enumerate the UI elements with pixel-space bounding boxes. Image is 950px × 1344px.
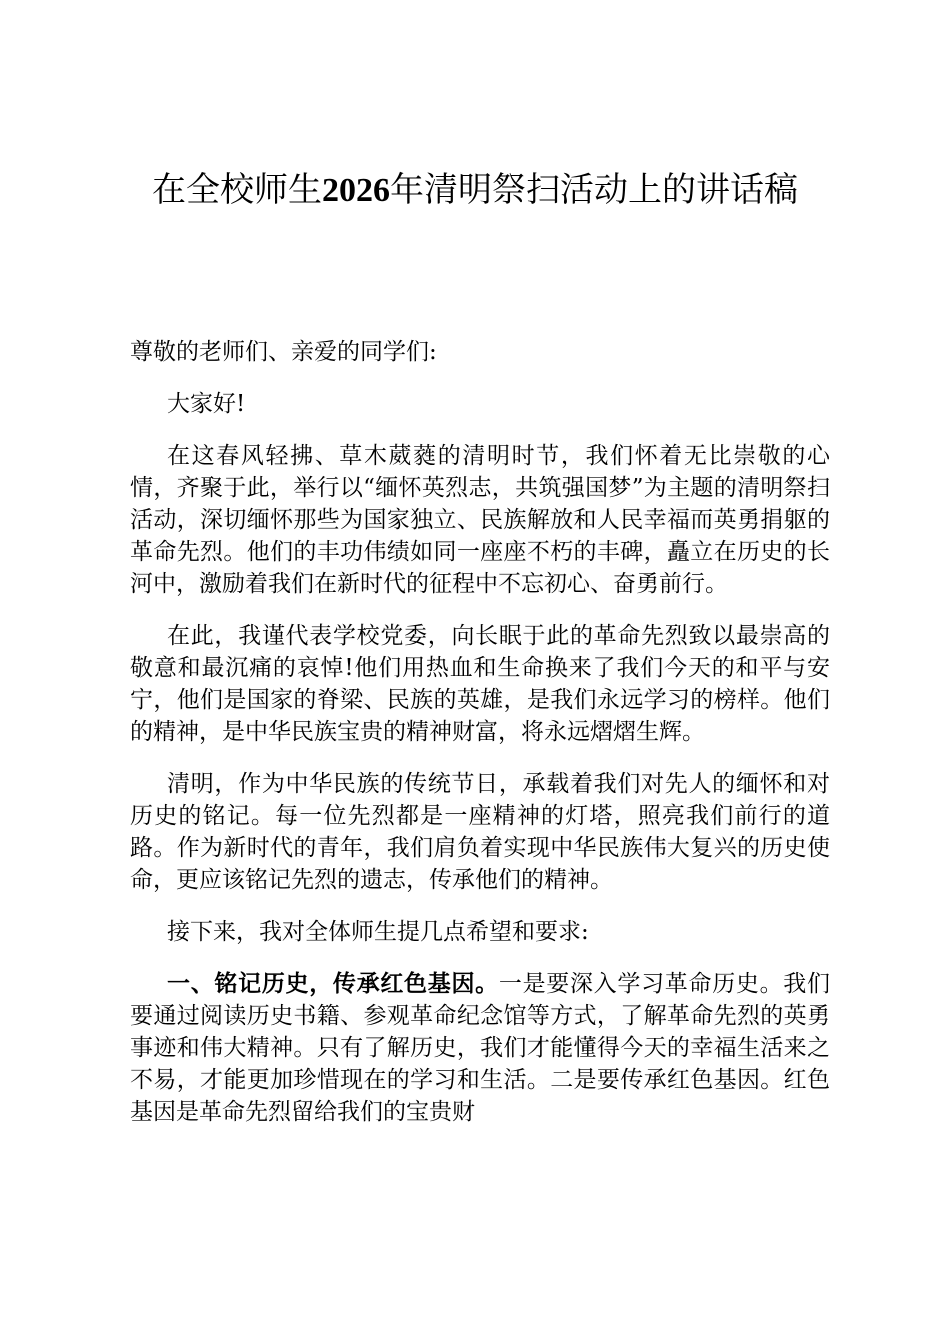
section-1-heading: 一、铭记历史，传承红色基因。 <box>167 970 499 997</box>
paragraph-4: 接下来，我对全体师生提几点希望和要求: <box>167 919 589 945</box>
title-suffix: 年清明祭扫活动上的讲话稿 <box>390 170 798 210</box>
title-prefix: 在全校师生 <box>152 170 322 210</box>
section-1-text: 一是要深入学习革命历史。我们要通过阅读历史书籍、参观革命纪念馆等方式，了解革命先烈的英勇事迹和伟大精神。只有了解历史，我们才能懂得今天的幸福生活来之不易，才能更加珍惜现在的学习和生活。二是要传承红色基因。红色基因是革命先烈留给我们的宝贵财 <box>130 971 831 1125</box>
document-body <box>130 336 830 1148</box>
greeting: 大家好! <box>167 391 246 417</box>
paragraph-2: 在此，我谨代表学校党委，向长眠于此的革命先烈致以最崇高的敬意和最沉痛的哀悼!他们用热血和生命换来了我们今天的和平与安宁，他们是国家的脊梁、民族的英雄，是我们永远学习的榜样。他们的精神，是中华民族宝贵的精神财富，将永远熠熠生辉。 <box>130 623 830 745</box>
section-1-paragraph <box>130 968 830 1128</box>
document-title <box>0 166 950 215</box>
paragraph-1: 在这春风轻拂、草木葳蕤的清明时节，我们怀着无比崇敬的心情，齐聚于此，举行以“缅怀英烈志，共筑强国梦”为主题的清明祭扫活动，深切缅怀那些为国家独立、民族解放和人民幸福而英勇捐躯的革命先烈。他们的丰功伟绩如同一座座不朽的丰碑，矗立在历史的长河中，激励着我们在新时代的征程中不忘初心、奋勇前行。 <box>130 443 830 597</box>
salutation: 尊敬的老师们、亲爱的同学们: <box>130 339 437 365</box>
title-year: 2026 <box>322 172 390 209</box>
paragraph-3: 清明，作为中华民族的传统节日，承载着我们对先人的缅怀和对历史的铭记。每一位先烈都是一座精神的灯塔，照亮我们前行的道路。作为新时代的青年，我们肩负着实现中华民族伟大复兴的历史使命，更应该铭记先烈的遗志，传承他们的精神。 <box>130 771 830 893</box>
